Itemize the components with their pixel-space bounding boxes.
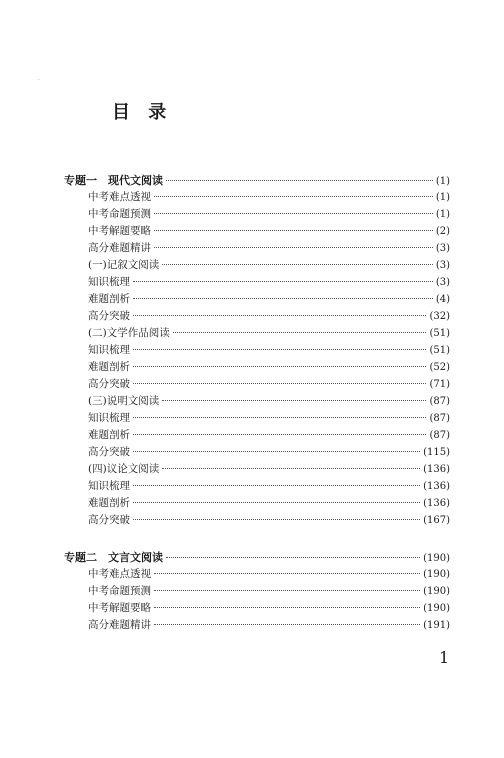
toc-entry-page: (3)	[435, 260, 450, 271]
toc-entry-page: (2)	[435, 226, 450, 237]
leader-dots	[133, 434, 426, 435]
toc-entry-page: (87)	[429, 413, 450, 424]
scan-mark: ·	[38, 77, 40, 84]
page-title: 目 录	[112, 102, 173, 123]
toc-entry[interactable]	[64, 410, 450, 427]
toc-entry-label: 高分突破	[88, 310, 130, 322]
toc-entry[interactable]	[64, 376, 450, 393]
toc-entry-page: (87)	[429, 396, 450, 407]
toc-entry[interactable]	[64, 583, 450, 600]
toc-heading-label: 专题二 文言文阅读	[64, 551, 163, 564]
leader-dots	[133, 366, 426, 367]
toc-entry[interactable]	[64, 325, 450, 342]
toc-entry[interactable]	[64, 393, 450, 410]
toc-entry-page: (190)	[423, 569, 450, 580]
leader-dots	[166, 557, 420, 558]
leader-dots	[162, 264, 433, 265]
toc-entry-page: (136)	[423, 498, 450, 509]
toc-entry-label: 知识梳理	[88, 480, 130, 492]
toc-entry[interactable]	[64, 512, 450, 529]
toc-entry[interactable]	[64, 566, 450, 583]
toc-entry-page: (190)	[423, 586, 450, 597]
toc-entry[interactable]	[64, 274, 450, 291]
toc-entry-label: 中考命题预测	[88, 585, 151, 597]
leader-dots	[154, 196, 433, 197]
toc-entry[interactable]	[64, 600, 450, 617]
leader-dots	[162, 400, 426, 401]
toc-entry[interactable]	[64, 427, 450, 444]
toc-entry-label: 高分难题精讲	[88, 619, 151, 631]
leader-dots	[133, 349, 426, 350]
leader-dots	[154, 247, 433, 248]
leader-dots	[162, 468, 420, 469]
leader-dots	[133, 451, 420, 452]
toc-entry-label: 难题剖析	[88, 361, 130, 373]
toc-entry-label: 知识梳理	[88, 344, 130, 356]
leader-dots	[154, 573, 420, 574]
toc-entry-label: 知识梳理	[88, 412, 130, 424]
toc-entry-label: 中考难点透视	[88, 191, 151, 203]
toc-heading-page: (1)	[435, 176, 450, 187]
toc-entry-page: (71)	[429, 379, 450, 390]
toc-entry-label: 知识梳理	[88, 276, 130, 288]
toc-entry-label: (二)文学作品阅读	[88, 327, 170, 339]
toc-entry-page: (51)	[429, 328, 450, 339]
toc-entry[interactable]	[64, 495, 450, 512]
leader-dots	[133, 519, 420, 520]
toc-entry[interactable]	[64, 359, 450, 376]
toc-entry[interactable]	[64, 189, 450, 206]
leader-dots	[154, 607, 420, 608]
toc-section-2	[64, 549, 450, 634]
toc-entry-page: (1)	[435, 209, 450, 220]
toc-entry-page: (32)	[429, 311, 450, 322]
toc-entry[interactable]	[64, 444, 450, 461]
toc-entry-page: (115)	[423, 447, 450, 458]
toc-entry-page: (52)	[429, 362, 450, 373]
toc-entry-label: 高分突破	[88, 446, 130, 458]
toc-entry[interactable]	[64, 617, 450, 634]
leader-dots	[154, 624, 420, 625]
toc-heading[interactable]	[64, 172, 450, 189]
toc-entry-label: 中考难点透视	[88, 568, 151, 580]
toc-entry-label: 高分突破	[88, 378, 130, 390]
toc-entry-label: 中考解题要略	[88, 225, 151, 237]
table-of-contents	[64, 172, 450, 654]
toc-entry[interactable]	[64, 206, 450, 223]
toc-heading-label: 专题一 现代文阅读	[64, 174, 163, 187]
toc-entry[interactable]	[64, 461, 450, 478]
toc-entry-label: (一)记叙文阅读	[88, 259, 160, 271]
toc-entry[interactable]	[64, 223, 450, 240]
toc-entry-page: (4)	[435, 294, 450, 305]
leader-dots	[154, 230, 433, 231]
leader-dots	[133, 315, 426, 316]
leader-dots	[133, 298, 433, 299]
leader-dots	[133, 502, 420, 503]
page-number: 1	[439, 648, 450, 667]
toc-entry[interactable]	[64, 240, 450, 257]
toc-entry-label: 高分突破	[88, 514, 130, 526]
toc-entry[interactable]	[64, 257, 450, 274]
toc-entry[interactable]	[64, 308, 450, 325]
leader-dots	[154, 213, 433, 214]
toc-entry-page: (3)	[435, 277, 450, 288]
toc-entry[interactable]	[64, 478, 450, 495]
toc-entry-label: 难题剖析	[88, 497, 130, 509]
toc-entry-page: (190)	[423, 603, 450, 614]
toc-entry-page: (51)	[429, 345, 450, 356]
toc-section-1	[64, 172, 450, 529]
toc-entry-page: (136)	[423, 464, 450, 475]
toc-entry[interactable]	[64, 342, 450, 359]
leader-dots	[133, 485, 420, 486]
toc-entry-page: (191)	[423, 620, 450, 631]
toc-entry-page: (136)	[423, 481, 450, 492]
toc-entry-label: 中考解题要略	[88, 602, 151, 614]
toc-entry-page: (167)	[423, 515, 450, 526]
leader-dots	[173, 332, 427, 333]
toc-entry-page: (87)	[429, 430, 450, 441]
leader-dots	[133, 383, 426, 384]
toc-entry-label: (四)议论文阅读	[88, 463, 160, 475]
leader-dots	[166, 180, 433, 181]
leader-dots	[133, 417, 426, 418]
toc-entry[interactable]	[64, 291, 450, 308]
toc-entry-page: (1)	[435, 192, 450, 203]
leader-dots	[133, 281, 433, 282]
toc-entry-label: 难题剖析	[88, 429, 130, 441]
toc-entry-label: 高分难题精讲	[88, 242, 151, 254]
toc-entry-page: (3)	[435, 243, 450, 254]
toc-entry-label: (三)说明文阅读	[88, 395, 160, 407]
toc-entry-label: 难题剖析	[88, 293, 130, 305]
toc-heading[interactable]	[64, 549, 450, 566]
leader-dots	[154, 590, 420, 591]
toc-entry-label: 中考命题预测	[88, 208, 151, 220]
toc-heading-page: (190)	[423, 553, 450, 564]
